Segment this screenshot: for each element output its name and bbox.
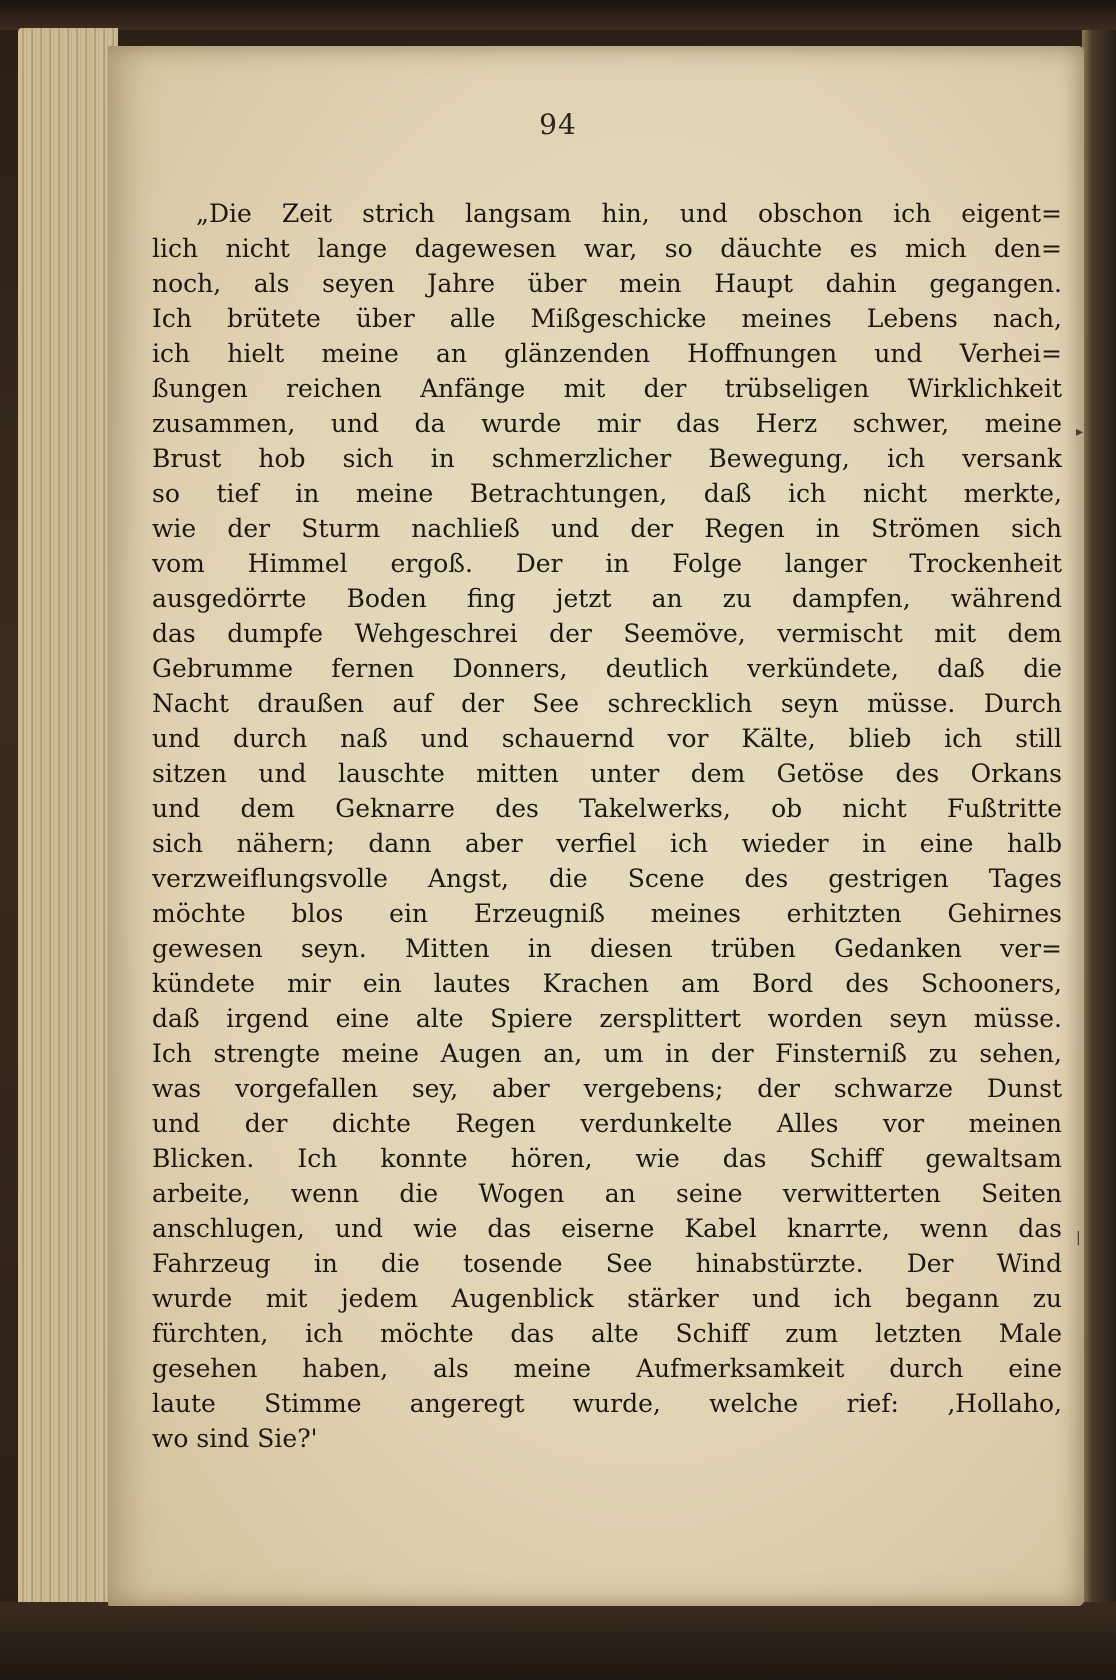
text-line: gewesen seyn. Mitten in diesen trüben Gedanken ver= xyxy=(152,934,1062,963)
book-spine-edge xyxy=(1082,30,1116,1630)
text-line: ausgedörrte Boden fing jetzt an zu dampfen, während xyxy=(152,584,1062,613)
page-stack-edge xyxy=(18,28,118,1628)
text-line: sich nähern; dann aber verfiel ich wieder in eine halb xyxy=(152,829,1062,858)
text-line: gesehen haben, als meine Aufmerksamkeit durch eine xyxy=(152,1354,1062,1383)
page-number: 94 xyxy=(539,108,577,141)
text-line: daß irgend eine alte Spiere zersplittert worden seyn müsse. xyxy=(152,1004,1062,1033)
text-line: Ich brütete über alle Mißgeschicke meines Lebens nach, xyxy=(152,304,1062,333)
text-line: ßungen reichen Anfänge mit der trübseligen Wirklichkeit xyxy=(152,374,1062,403)
book-top-edge xyxy=(0,0,1116,30)
margin-mark: | xyxy=(1076,1230,1081,1246)
text-line: das dumpfe Wehgeschrei der Seemöve, vermischt mit dem xyxy=(152,619,1062,648)
text-line: Ich strengte meine Augen an, um in der Finsterniß zu sehen, xyxy=(152,1039,1062,1068)
text-line: so tief in meine Betrachtungen, daß ich nicht merkte, xyxy=(152,479,1062,508)
text-line: möchte blos ein Erzeugniß meines erhitzten Gehirnes xyxy=(152,899,1062,928)
text-line: und der dichte Regen verdunkelte Alles vor meinen xyxy=(152,1109,1062,1138)
text-line: Blicken. Ich konnte hören, wie das Schiff gewaltsam xyxy=(152,1144,1062,1173)
text-line: Gebrumme fernen Donners, deutlich verkündete, daß die xyxy=(152,654,1062,683)
text-line: anschlugen, und wie das eiserne Kabel knarrte, wenn das xyxy=(152,1214,1062,1243)
text-line: was vorgefallen sey, aber vergebens; der schwarze Dunst xyxy=(152,1074,1062,1103)
text-line: kündete mir ein lautes Krachen am Bord des Schooners, xyxy=(152,969,1062,998)
text-line: verzweiflungsvolle Angst, die Scene des gestrigen Tages xyxy=(152,864,1062,893)
text-line: fürchten, ich möchte das alte Schiff zum letzten Male xyxy=(152,1319,1062,1348)
text-line: und dem Geknarre des Takelwerks, ob nicht Fußtritte xyxy=(152,794,1062,823)
body-text xyxy=(152,196,1062,1456)
text-line: „Die Zeit strich langsam hin, und obschon ich eigent= xyxy=(196,199,1062,228)
text-line: laute Stimme angeregt wurde, welche rief: ‚Hollaho, xyxy=(152,1389,1062,1418)
text-line: vom Himmel ergoß. Der in Folge langer Trockenheit xyxy=(152,549,1062,578)
margin-mark: ▸ xyxy=(1076,424,1084,440)
text-line: wurde mit jedem Augenblick stärker und ich begann zu xyxy=(152,1284,1062,1313)
text-line: noch, als seyen Jahre über mein Haupt dahin gegangen. xyxy=(152,269,1062,298)
text-line: Brust hob sich in schmerzlicher Bewegung, ich versank xyxy=(152,444,1062,473)
text-line: und durch naß und schauernd vor Kälte, blieb ich still xyxy=(152,724,1062,753)
text-line: Nacht draußen auf der See schrecklich seyn müsse. Durch xyxy=(152,689,1062,718)
book-bottom-edge xyxy=(0,1602,1116,1680)
text-line: arbeite, wenn die Wogen an seine verwitterten Seiten xyxy=(152,1179,1062,1208)
text-line: ich hielt meine an glänzenden Hoffnungen und Verhei= xyxy=(152,339,1062,368)
text-line: wie der Sturm nachließ und der Regen in Strömen sich xyxy=(152,514,1062,543)
text-line: Fahrzeug in die tosende See hinabstürzte. Der Wind xyxy=(152,1249,1062,1278)
text-line: sitzen und lauschte mitten unter dem Getöse des Orkans xyxy=(152,759,1062,788)
text-line: wo sind Sie?' xyxy=(152,1424,318,1453)
text-line: zusammen, und da wurde mir das Herz schwer, meine xyxy=(152,409,1062,438)
text-line: lich nicht lange dagewesen war, so däuchte es mich den= xyxy=(152,234,1062,263)
